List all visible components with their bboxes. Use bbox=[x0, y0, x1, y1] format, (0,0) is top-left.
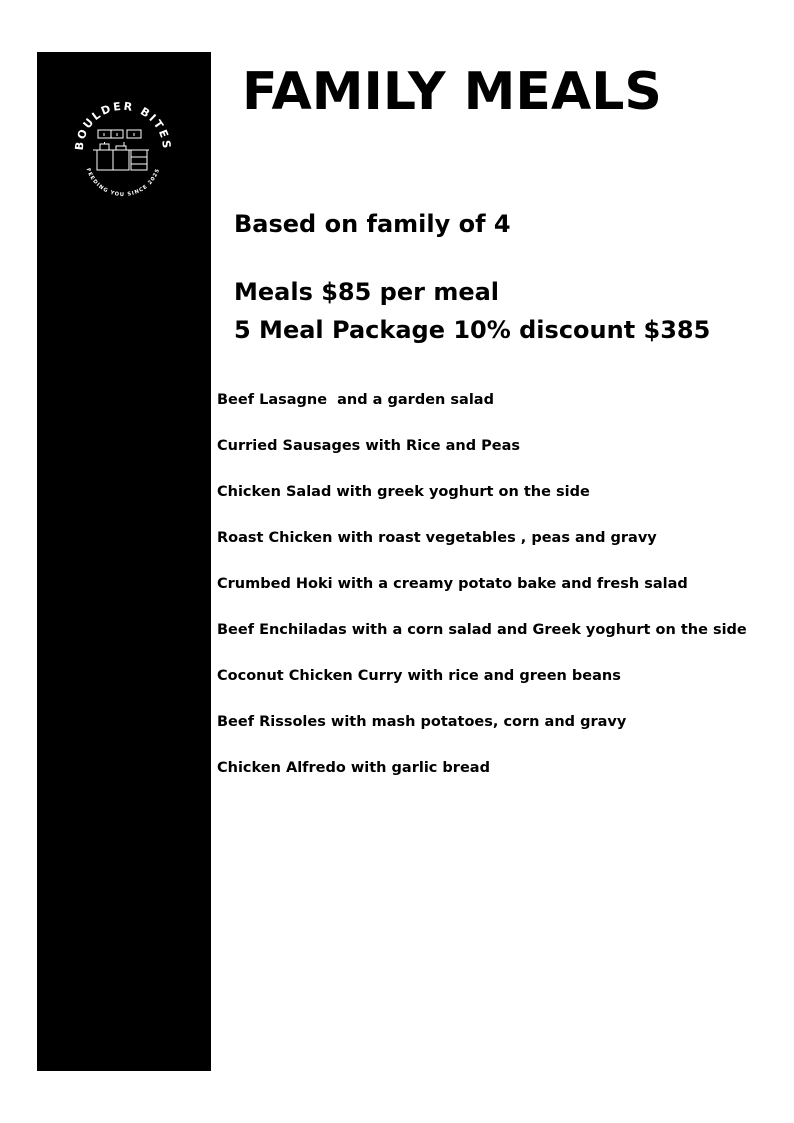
meal-item: Coconut Chicken Curry with rice and green beans bbox=[217, 668, 621, 684]
svg-text:BOULDER BITES bbox=[73, 100, 174, 151]
meal-item: Beef Rissoles with mash potatoes, corn and gravy bbox=[217, 714, 627, 730]
boulder-bites-logo bbox=[67, 92, 179, 204]
package-offer: 5 Meal Package 10% discount $385 bbox=[234, 316, 711, 344]
kitchen-icon bbox=[93, 130, 149, 170]
logo-tagline-text: FEEDING YOU SINCE 2025 bbox=[84, 167, 162, 199]
page-title: FAMILY MEALS bbox=[242, 62, 662, 122]
logo-brand-text: BOULDER BITES bbox=[72, 99, 174, 152]
meal-item: Roast Chicken with roast vegetables , peas and gravy bbox=[217, 530, 657, 546]
meal-item: Curried Sausages with Rice and Peas bbox=[217, 438, 521, 454]
meal-price: Meals $85 per meal bbox=[234, 278, 500, 306]
svg-text:FEEDING YOU SINCE 2025 bbox=[85, 168, 162, 198]
meal-item: Beef Lasagne and a garden salad bbox=[217, 392, 494, 408]
sidebar-panel bbox=[37, 52, 211, 1071]
meal-item: Chicken Alfredo with garlic bread bbox=[217, 760, 490, 776]
meal-item: Chicken Salad with greek yoghurt on the side bbox=[217, 484, 590, 500]
family-size-note: Based on family of 4 bbox=[234, 210, 511, 238]
meal-item: Crumbed Hoki with a creamy potato bake and fresh salad bbox=[217, 576, 688, 592]
logo-emblem bbox=[67, 92, 179, 204]
meal-item: Beef Enchiladas with a corn salad and Greek yoghurt on the side bbox=[217, 622, 747, 638]
meal-list bbox=[217, 391, 747, 805]
